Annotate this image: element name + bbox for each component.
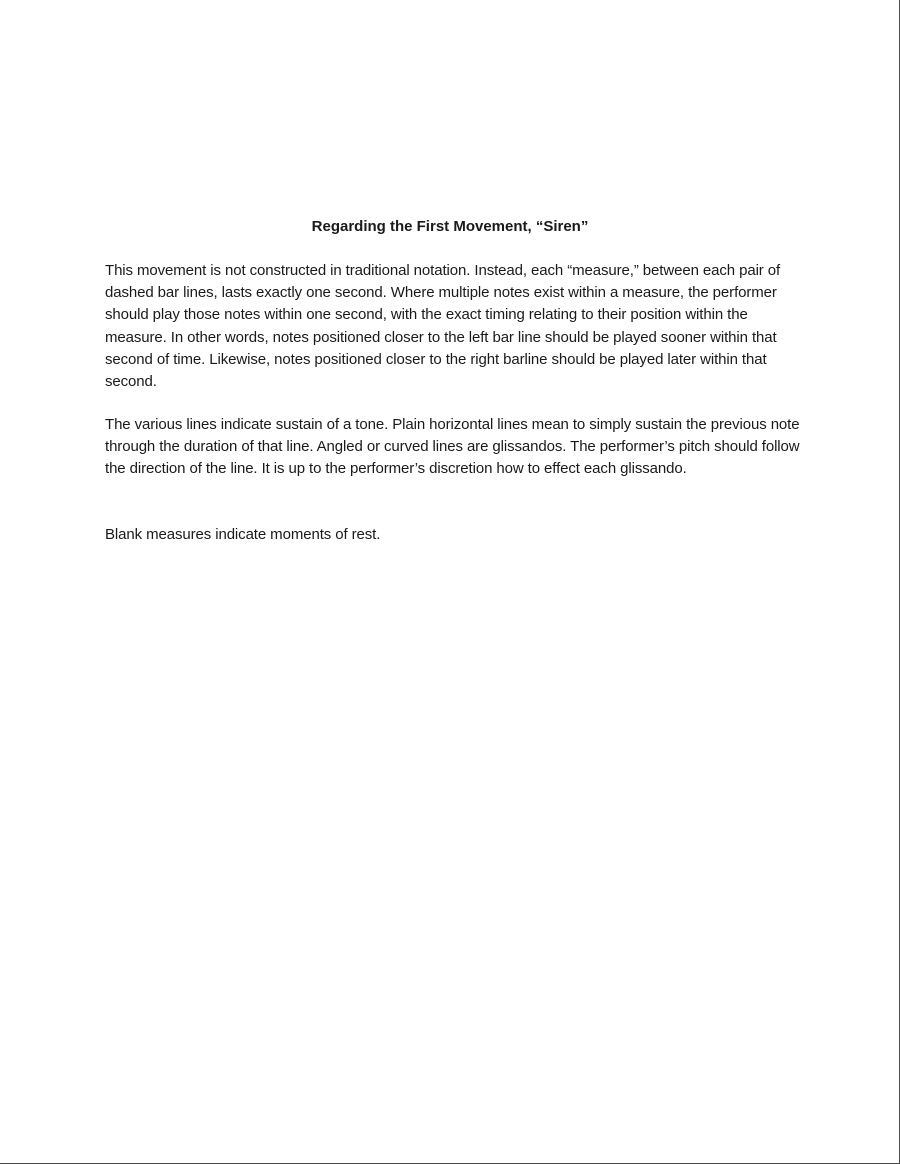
paragraph-lines: The various lines indicate sustain of a tone. Plain horizontal lines mean to simply sustain the previous note through the duration of that line. Angled or curved lines are glissandos. The performer’s pitch should follow the direction of the line. It is up to the performer’s discretion how to effect each glissando.	[105, 416, 800, 478]
paragraph-notation: This movement is not constructed in traditional notation. Instead, each “measure,” between each pair of dashed bar lines, lasts exactly one second. Where multiple notes exist within a measure, the performer should play those notes within one second, with the exact timing relating to their position within the measure. In other words, notes positioned closer to the left bar line should be played sooner within that second of time. Likewise, notes positioned closer to the right barline should be played later within that second.	[105, 262, 781, 391]
document-title: Regarding the First Movement, “Siren”	[311, 218, 589, 235]
paragraph-rest: Blank measures indicate moments of rest.	[105, 526, 381, 543]
